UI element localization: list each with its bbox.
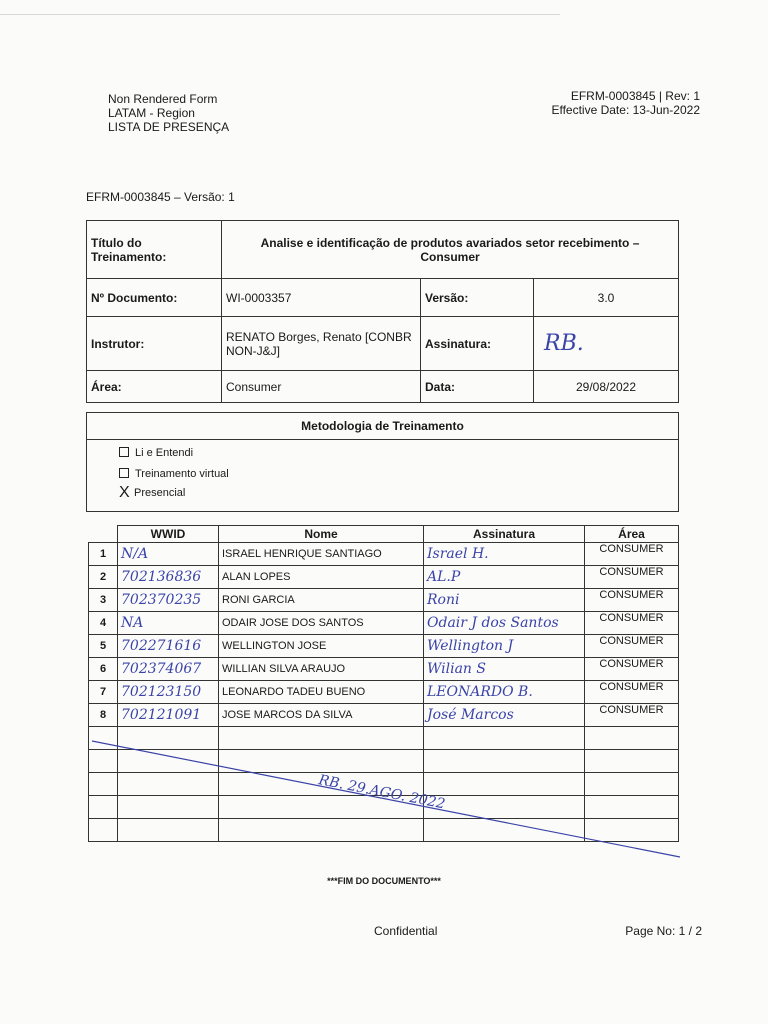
metodologia-title: Metodologia de Treinamento [87, 413, 678, 440]
col-assinatura: Assinatura [424, 526, 585, 543]
area-cell: CONSUMER [585, 612, 679, 635]
data-value: 29/08/2022 [534, 371, 679, 403]
nome-cell: ALAN LOPES [219, 566, 424, 589]
nome-cell: WILLIAN SILVA ARAUJO [219, 658, 424, 681]
form-type: Non Rendered Form [108, 92, 218, 106]
nome-cell: ISRAEL HENRIQUE SANTIAGO [219, 543, 424, 566]
wwid-cell-handwriting: 702121091 [121, 707, 202, 723]
region: LATAM - Region [108, 106, 195, 120]
strike-annotation: RB. 29.AGO. 2022 [317, 772, 447, 813]
wwid-cell-handwriting: 702123150 [121, 684, 202, 700]
signature-cell-handwriting: Roni [427, 592, 460, 608]
documento-label: Nº Documento: [87, 279, 222, 317]
col-nome: Nome [219, 526, 424, 543]
row-number: 2 [89, 566, 118, 589]
signature-cell-handwriting: AL.P [427, 569, 461, 585]
assinatura-label: Assinatura: [421, 317, 534, 371]
row-number: 1 [89, 543, 118, 566]
instrutor-signature: RB. [544, 331, 584, 356]
row-number: 3 [89, 589, 118, 612]
row-number: 7 [89, 681, 118, 704]
nome-cell: JOSE MARCOS DA SILVA [219, 704, 424, 727]
version-line: EFRM-0003845 – Versão: 1 [86, 190, 235, 204]
wwid-cell-handwriting: NA [121, 615, 144, 631]
data-label: Data: [421, 371, 534, 403]
area-cell: CONSUMER [585, 566, 679, 589]
titulo-value: Analise e identificação de produtos avariados setor recebimento – Consumer [222, 221, 679, 279]
instrutor-label: Instrutor: [87, 317, 222, 371]
checkbox-x-icon: X [119, 484, 130, 501]
form-title: LISTA DE PRESENÇA [108, 120, 230, 134]
titulo-label: Título do Treinamento: [87, 221, 222, 279]
row-number: 6 [89, 658, 118, 681]
nome-cell: RONI GARCIA [219, 589, 424, 612]
area-cell: CONSUMER [585, 635, 679, 658]
signature-cell-handwriting: José Marcos [427, 707, 514, 723]
row-number: 8 [89, 704, 118, 727]
signature-cell-handwriting: Odair J dos Santos [427, 615, 559, 631]
row-number: 5 [89, 635, 118, 658]
area-cell: CONSUMER [585, 658, 679, 681]
signature-cell-handwriting: LEONARDO B. [427, 684, 533, 700]
versao-label: Versão: [421, 279, 534, 317]
signature-cell-handwriting: Israel H. [427, 546, 489, 562]
col-wwid: WWID [118, 526, 219, 543]
wwid-cell-handwriting: 702136836 [121, 569, 202, 585]
area-cell: CONSUMER [585, 681, 679, 704]
signature-cell-handwriting: Wellington J [427, 638, 514, 654]
option-label: Li e Entendi [135, 447, 194, 459]
nome-cell: LEONARDO TADEU BUENO [219, 681, 424, 704]
signature-cell-handwriting: Wilian S [427, 661, 486, 677]
instrutor-value: RENATO Borges, Renato [CONBR NON-J&J] [222, 317, 421, 371]
confidential-label: Confidential [374, 924, 438, 938]
area-label: Área: [87, 371, 222, 403]
area-cell: CONSUMER [585, 589, 679, 612]
option-label: Presencial [134, 487, 186, 499]
wwid-cell-handwriting: 702271616 [121, 638, 202, 654]
wwid-cell-handwriting: N/A [121, 546, 149, 562]
form-id-rev: EFRM-0003845 | Rev: 1 [570, 89, 700, 103]
nome-cell: WELLINGTON JOSE [219, 635, 424, 658]
versao-value: 3.0 [534, 279, 679, 317]
row-number: 4 [89, 612, 118, 635]
area-cell: CONSUMER [585, 704, 679, 727]
effective-date: Effective Date: 13-Jun-2022 [551, 103, 700, 117]
col-area: Área [585, 526, 679, 543]
documento-value: WI-0003357 [222, 279, 421, 317]
area-cell: CONSUMER [585, 543, 679, 566]
wwid-cell-handwriting: 702374067 [121, 661, 202, 677]
nome-cell: ODAIR JOSE DOS SANTOS [219, 612, 424, 635]
end-of-document: ***FIM DO DOCUMENTO*** [327, 876, 441, 886]
area-value: Consumer [222, 371, 421, 403]
option-label: Treinamento virtual [135, 468, 229, 480]
page-number: Page No: 1 / 2 [625, 924, 702, 938]
wwid-cell-handwriting: 702370235 [121, 592, 202, 608]
